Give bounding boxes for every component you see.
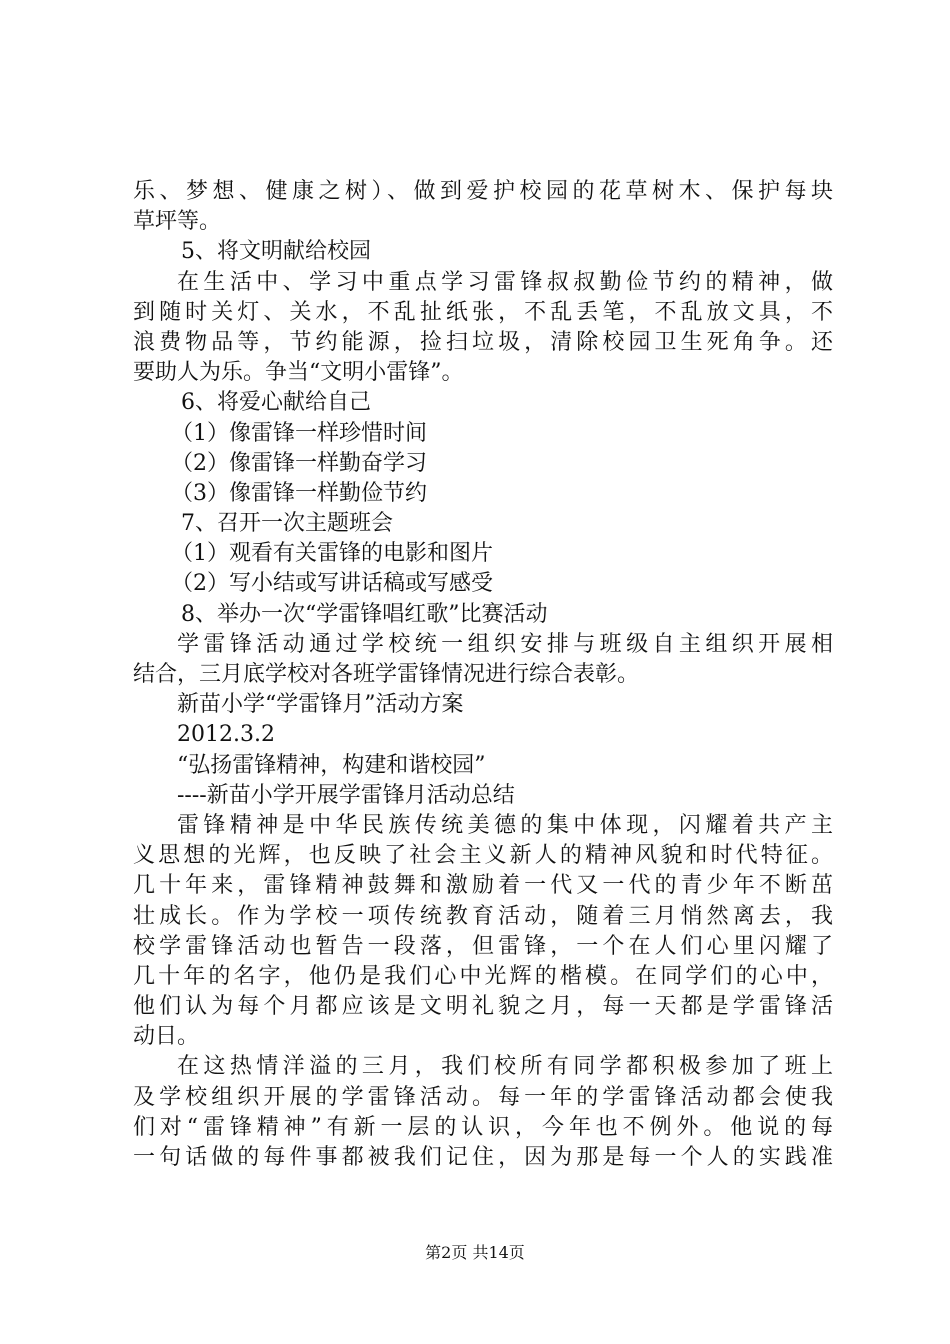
body-line: 学雷锋活动通过学校统一组织安排与班级自主组织开展相 <box>177 631 833 657</box>
page-footer <box>0 1242 950 1264</box>
summary-title: “弘扬雷锋精神，构建和谐校园” <box>177 752 486 778</box>
summary-subtitle: ----新苗小学开展学雷锋月活动总结 <box>177 782 515 808</box>
body-line: 在这热情洋溢的三月，我们校所有同学都积极参加了班上 <box>177 1054 833 1080</box>
document-body <box>133 177 833 1173</box>
body-line: 乐、梦想、健康之树）、做到爱护校园的花草树木、保护每块 <box>133 179 833 204</box>
page-number-label: 第2页 共14页 <box>425 1243 525 1262</box>
section-heading: 8、举办一次“学雷锋唱红歌”比赛活动 <box>181 601 548 627</box>
body-line: 他们认为每个月都应该是文明礼貌之月，每一天都是学雷锋活 <box>133 994 833 1020</box>
section-heading: 7、召开一次主题班会 <box>181 511 393 537</box>
body-line: 草坪等。 <box>133 209 222 235</box>
body-line: 雷锋精神是中华民族传统美德的集中体现，闪耀着共产主 <box>177 812 833 838</box>
list-item: （2）写小结或写讲话稿或写感受 <box>171 571 493 597</box>
section-heading: 5、将文明献给校园 <box>181 239 371 265</box>
body-line: 几十年来，雷锋精神鼓舞和激励着一代又一代的青少年不断茁 <box>133 873 833 899</box>
plan-title: 新苗小学“学雷锋月”活动方案 <box>177 692 464 718</box>
list-item: （1）观看有关雷锋的电影和图片 <box>171 541 493 567</box>
list-item: （1）像雷锋一样珍惜时间 <box>171 420 427 446</box>
plan-date: 2012.3.2 <box>177 722 275 748</box>
body-line: 义思想的光辉，也反映了社会主义新人的精神风貌和时代特征。 <box>133 843 833 869</box>
body-line: 动日。 <box>133 1024 200 1050</box>
body-line: 及学校组织开展的学雷锋活动。每一年的学雷锋活动都会使我 <box>133 1084 833 1110</box>
body-line: 浪费物品等，节约能源，捡扫垃圾，清除校园卫生死角争。还 <box>133 329 833 355</box>
body-line: 一句话做的每件事都被我们记住，因为那是每一个人的实践准 <box>133 1145 833 1170</box>
body-line: 们对“雷锋精神”有新一层的认识，今年也不例外。他说的每 <box>133 1114 833 1140</box>
body-line: 校学雷锋活动也暂告一段落，但雷锋，一个在人们心里闪耀了 <box>133 933 833 959</box>
body-line: 到随时关灯、关水，不乱扯纸张，不乱丢笔，不乱放文具，不 <box>133 299 833 325</box>
body-line: 几十年的名字，他仍是我们心中光辉的楷模。在同学们的心中， <box>133 963 833 989</box>
body-line: 壮成长。作为学校一项传统教育活动，随着三月悄然离去，我 <box>133 903 833 929</box>
body-line: 要助人为乐。争当“文明小雷锋”。 <box>133 360 464 386</box>
section-heading: 6、将爱心献给自己 <box>181 390 371 416</box>
list-item: （3）像雷锋一样勤俭节约 <box>171 480 427 506</box>
body-line: 在生活中、学习中重点学习雷锋叔叔勤俭节约的精神，做 <box>177 269 833 295</box>
list-item: （2）像雷锋一样勤奋学习 <box>171 450 427 476</box>
body-line: 结合，三月底学校对各班学雷锋情况进行综合表彰。 <box>133 662 640 687</box>
